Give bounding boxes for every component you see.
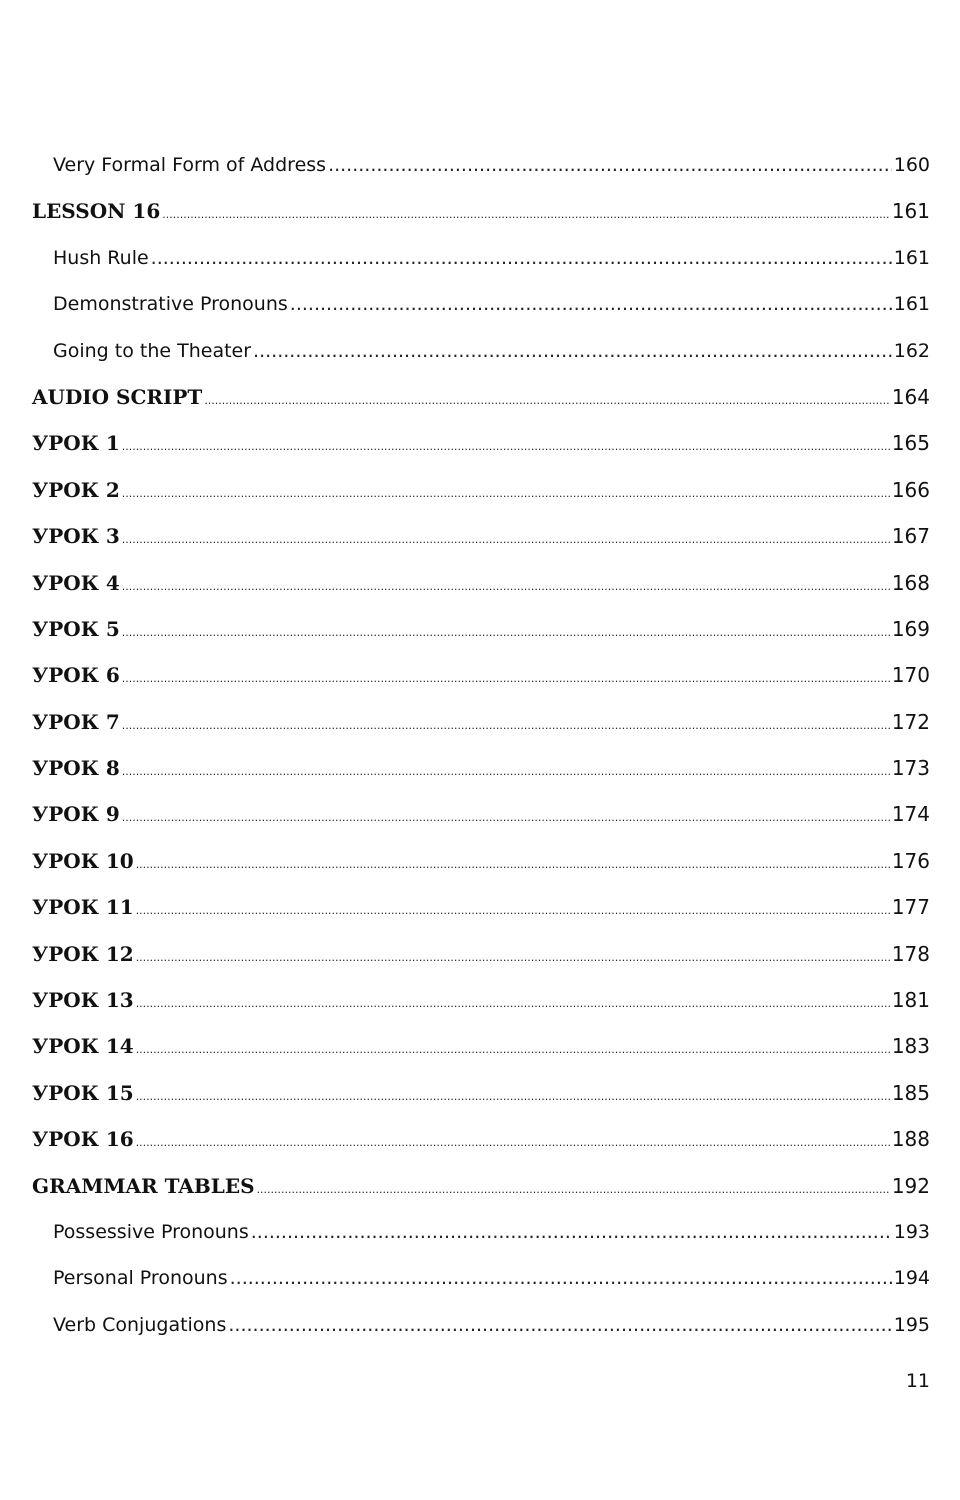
toc-sub-entry[interactable]	[32, 235, 930, 281]
toc-entry-title: УРОК 6	[32, 663, 120, 688]
toc-main-entry[interactable]	[32, 745, 930, 791]
toc-main-entry[interactable]	[32, 420, 930, 466]
toc-entry-page: 185	[891, 1080, 930, 1105]
page-number: 11	[905, 1370, 930, 1392]
dot-leader	[230, 1255, 892, 1301]
dot-leader	[136, 888, 890, 934]
dot-leader	[122, 703, 890, 749]
toc-main-entry[interactable]	[32, 791, 930, 837]
toc-entry-page: 165	[891, 431, 930, 456]
dot-leader	[228, 1302, 891, 1348]
toc-entry-page: 195	[893, 1313, 930, 1336]
dot-leader	[122, 471, 890, 517]
toc-entry-title: УРОК 1	[32, 431, 120, 456]
toc-entry-title: УРОК 3	[32, 524, 120, 549]
toc-entry-page: 188	[891, 1127, 930, 1152]
toc-entry-page: 166	[891, 477, 930, 502]
toc-entry-page: 164	[891, 384, 930, 409]
toc-entry-title: УРОК 11	[32, 895, 134, 920]
toc-entry-page: 161	[893, 246, 930, 269]
dot-leader	[122, 749, 890, 795]
toc-entry-page: 192	[891, 1173, 930, 1198]
toc-entry-title: Hush Rule	[53, 246, 149, 269]
toc-entry-title: УРОК 7	[32, 709, 120, 734]
toc-entry-title: AUDIO SCRIPT	[32, 384, 203, 409]
toc-entry-title: УРОК 15	[32, 1080, 134, 1105]
toc-entry-page: 194	[893, 1267, 930, 1290]
toc-entry-page: 170	[891, 663, 930, 688]
dot-leader	[122, 424, 890, 470]
toc-main-entry[interactable]	[32, 1116, 930, 1162]
toc-entry-page: 172	[891, 709, 930, 734]
dot-leader	[162, 192, 890, 238]
toc-entry-title: Very Formal Form of Address	[53, 154, 327, 176]
toc-entry-page: 193	[893, 1220, 930, 1243]
toc-entry-page: 161	[891, 199, 930, 224]
dot-leader	[328, 142, 892, 188]
dot-leader	[122, 564, 890, 610]
table-of-contents	[32, 142, 930, 1348]
dot-leader	[136, 1027, 890, 1073]
dot-leader	[136, 935, 890, 981]
toc-main-entry[interactable]	[32, 1070, 930, 1116]
toc-entry-title: Possessive Pronouns	[53, 1220, 249, 1243]
toc-main-entry[interactable]	[32, 513, 930, 559]
toc-sub-entry[interactable]	[32, 1209, 930, 1255]
toc-main-entry[interactable]	[32, 560, 930, 606]
dot-leader	[151, 235, 892, 281]
dot-leader	[122, 517, 890, 563]
toc-entry-title: УРОК 16	[32, 1127, 134, 1152]
toc-entry-page: 173	[891, 756, 930, 781]
dot-leader	[251, 1209, 892, 1255]
toc-entry-page: 161	[893, 293, 930, 316]
toc-main-entry[interactable]	[32, 1023, 930, 1069]
toc-entry-title: УРОК 12	[32, 941, 134, 966]
toc-entry-page: 183	[891, 1034, 930, 1059]
dot-leader	[204, 378, 890, 424]
toc-entry-title: УРОК 4	[32, 570, 120, 595]
toc-entry-title: Going to the Theater	[53, 339, 252, 362]
toc-entry-page: 174	[891, 802, 930, 827]
toc-sub-entry[interactable]	[32, 281, 930, 327]
toc-entry-title: УРОК 14	[32, 1034, 134, 1059]
dot-leader	[122, 610, 890, 656]
toc-entry-page: 181	[891, 988, 930, 1013]
toc-entry-title: Personal Pronouns	[53, 1267, 228, 1290]
dot-leader	[136, 1120, 890, 1166]
dot-leader	[257, 1167, 890, 1213]
dot-leader	[136, 981, 890, 1027]
toc-entry-title: УРОК 2	[32, 477, 120, 502]
toc-entry-title: УРОК 10	[32, 848, 134, 873]
toc-entry-title: УРОК 13	[32, 988, 134, 1013]
toc-main-entry[interactable]	[32, 838, 930, 884]
toc-entry-title: Verb Conjugations	[53, 1313, 227, 1336]
toc-entry-title: УРОК 8	[32, 756, 120, 781]
toc-sub-entry[interactable]	[32, 142, 930, 188]
toc-entry-page: 160	[893, 154, 930, 176]
toc-entry-page: 178	[891, 941, 930, 966]
toc-entry-title: Demonstrative Pronouns	[53, 293, 288, 316]
dot-leader	[122, 795, 890, 841]
toc-entry-page: 176	[891, 848, 930, 873]
toc-main-entry[interactable]	[32, 606, 930, 652]
toc-main-entry[interactable]	[32, 374, 930, 420]
toc-entry-page: 177	[891, 895, 930, 920]
dot-leader	[253, 328, 892, 374]
dot-leader	[122, 656, 890, 702]
toc-sub-entry[interactable]	[32, 328, 930, 374]
toc-main-entry[interactable]	[32, 884, 930, 930]
toc-entry-page: 169	[891, 616, 930, 641]
toc-main-entry[interactable]	[32, 699, 930, 745]
toc-main-entry[interactable]	[32, 652, 930, 698]
toc-entry-title: УРОК 5	[32, 616, 120, 641]
toc-main-entry[interactable]	[32, 467, 930, 513]
toc-entry-title: LESSON 16	[32, 199, 161, 224]
dot-leader	[136, 1074, 890, 1120]
toc-entry-title: GRAMMAR TABLES	[32, 1173, 255, 1198]
toc-main-entry[interactable]	[32, 188, 930, 234]
toc-entry-page: 168	[891, 570, 930, 595]
dot-leader	[136, 842, 890, 888]
toc-sub-entry[interactable]	[32, 1255, 930, 1301]
toc-entry-page: 167	[891, 524, 930, 549]
dot-leader	[290, 281, 892, 327]
toc-entry-page: 162	[893, 339, 930, 362]
toc-main-entry[interactable]	[32, 977, 930, 1023]
toc-entry-title: УРОК 9	[32, 802, 120, 827]
toc-sub-entry[interactable]	[32, 1302, 930, 1348]
toc-main-entry[interactable]	[32, 931, 930, 977]
toc-main-entry[interactable]	[32, 1163, 930, 1209]
